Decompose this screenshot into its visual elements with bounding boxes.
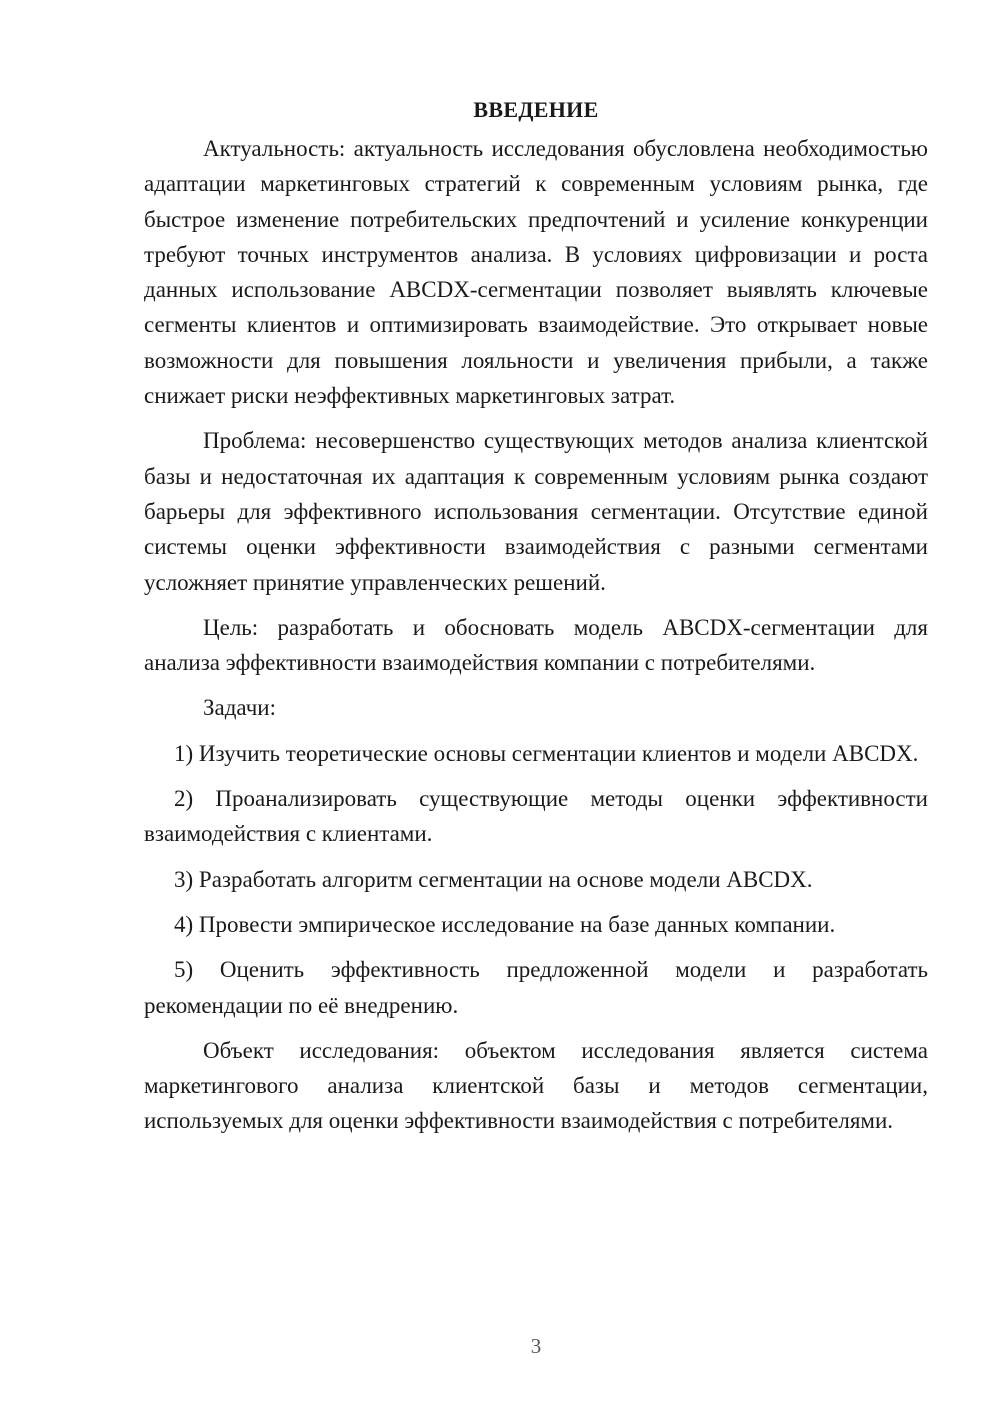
tasks-heading: Задачи: — [203, 695, 276, 721]
page-content — [144, 92, 928, 1139]
task-item-5: 5) Оценить эффективность предложенной модели и разработать рекомендации по её внедрению. — [144, 957, 928, 1018]
section-title: ВВЕДЕНИЕ — [473, 97, 599, 122]
paragraph-goal: Цель: разработать и обосновать модель ABCDX-сегментации для анализа эффективности взаимодействия компании с потребителями. — [144, 614, 928, 676]
page-number: 3 — [530, 1334, 542, 1358]
paragraph-object: Объект исследования: объектом исследования является система маркетингового анализа клиентской базы и методов сегментации, используемых для оценки эффективности взаимодействия с потребителями. — [144, 1037, 928, 1134]
task-item-3: 3) Разработать алгоритм сегментации на основе модели ABCDX. — [174, 866, 813, 892]
task-item-1: 1) Изучить теоретические основы сегментации клиентов и модели ABCDX. — [174, 740, 919, 766]
task-item-2: 2) Проанализировать существующие методы оценки эффективности взаимодействия с клиентами. — [144, 786, 928, 847]
task-item-4: 4) Провести эмпирическое исследование на базе данных компании. — [174, 911, 836, 937]
paragraph-problem: Проблема: несовершенство существующих методов анализа клиентской базы и недостаточная их адаптация к современным условиям рынка создают барьеры для эффективного использования сегментации. Отсутствие единой системы оценки эффективности взаимодействия с разными сегментами усложняет принятие управленческих решений. — [144, 428, 928, 595]
paragraph-relevance: Актуальность: актуальность исследования обусловлена необходимостью адаптации маркетинговых стратегий к современным условиям рынка, где быстрое изменение потребительских предпочтений и усиление конкуренции требуют точных инструментов анализа. В условиях цифровизации и роста данных использование ABCDX-сегментации позволяет выявлять ключевые сегменты клиентов и оптимизировать взаимодействие. Это открывает новые возможности для повышения лояльности и увеличения прибыли, а также снижает риски неэффективных маркетинговых затрат. — [144, 136, 928, 409]
